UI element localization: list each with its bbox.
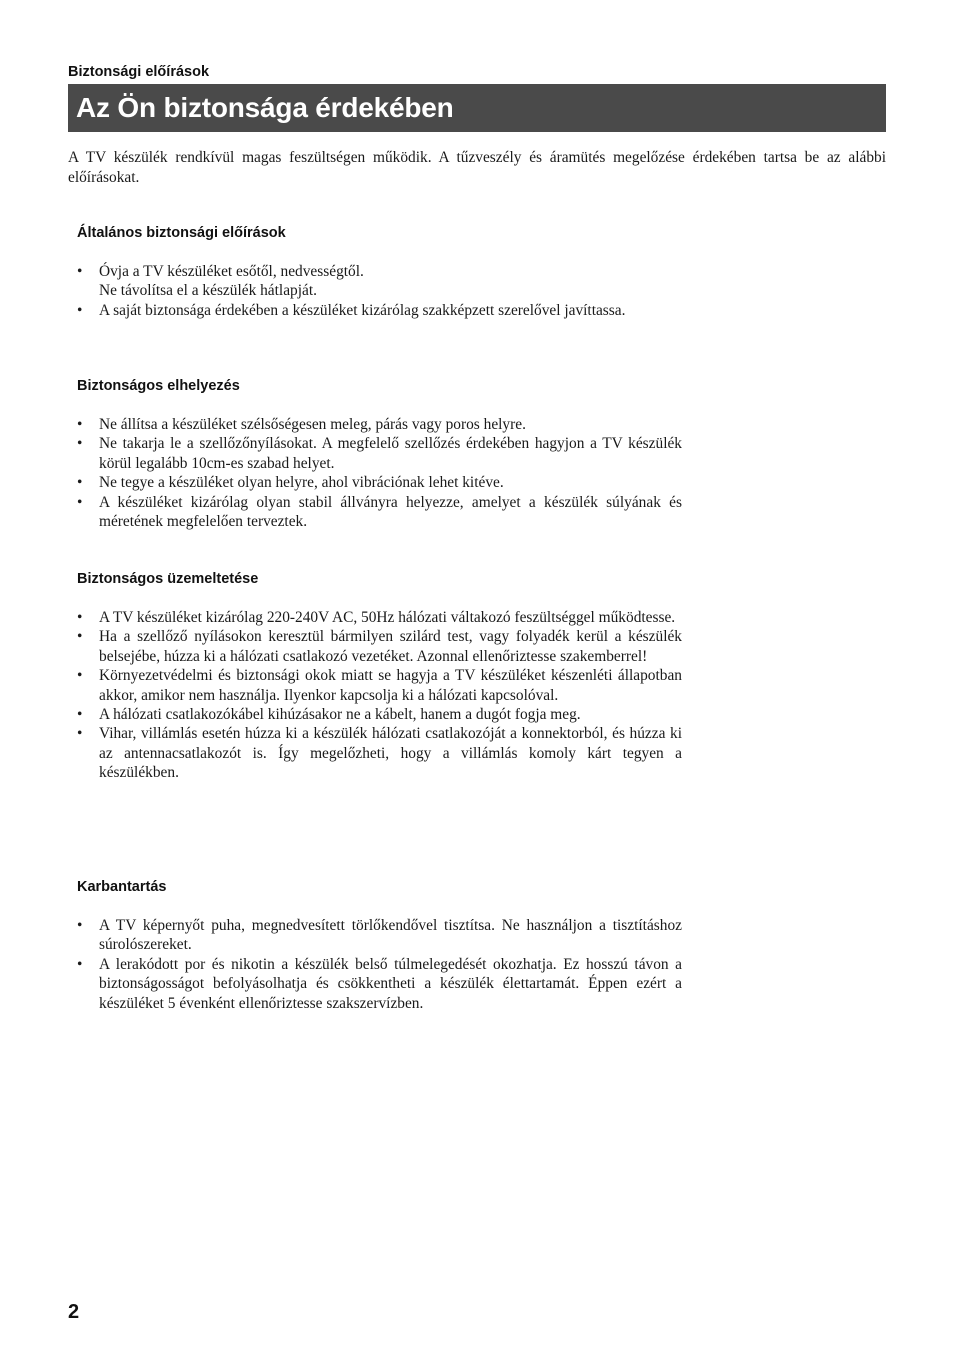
list-item: • A lerakódott por és nikotin a készülék belső túlmelegedését okozhatja. Ez hosszú távon a biztonságosságot befolyásolhatja és csökkentheti a készülék élettartamát. Éppen ezért a készüléket 5 évenként ellenőriztesse szakszervízben. — [77, 955, 682, 1012]
list-item: • Környezetvédelmi és biztonsági okok miatt se hagyja a TV készüléket készenléti állapotban akkor, amikor nem használja. Ilyenkor kapcsolja ki a hálózati kapcsolóval. — [77, 667, 682, 704]
section-general-safety — [77, 224, 682, 320]
bullet-icon: • — [77, 955, 83, 973]
bullet-icon: • — [77, 416, 83, 433]
bullet-icon: • — [77, 474, 83, 492]
bullet-icon: • — [77, 667, 83, 685]
list-item: • A TV készüléket kizárólag 220-240V AC, 50Hz hálózati váltakozó feszültséggel működtesse. — [77, 609, 676, 626]
list-item: • Ne takarja le a szellőzőnyílásokat. A megfelelő szellőzés érdekében hagyjon a TV készülék körül legalább 10cm-es szabad helyet. — [77, 435, 682, 472]
page-number: 2 — [68, 1301, 80, 1323]
section-heading: Karbantartás — [77, 879, 167, 895]
section-safe-operation — [77, 570, 682, 783]
bullet-icon: • — [77, 493, 83, 511]
list-item: • A saját biztonsága érdekében a készüléket kizárólag szakképzett szerelővel javíttassa. — [77, 301, 626, 319]
bullet-icon: • — [77, 609, 83, 626]
breadcrumb: Biztonsági előírások — [68, 64, 210, 80]
list-item: • Ne állítsa a készüléket szélsőségesen meleg, párás vagy poros helyre. — [77, 416, 526, 433]
list-item: • A hálózati csatlakozókábel kihúzásakor ne a kábelt, hanem a dugót fogja meg. — [77, 706, 581, 724]
section-heading: Biztonságos elhelyezés — [77, 378, 240, 394]
bullet-icon: • — [77, 263, 83, 280]
bullet-list — [77, 608, 682, 783]
intro-paragraph: A TV készülék rendkívül magas feszültségen működik. A tűzveszély és áramütés megelőzése érdekében tartsa be az alábbi előírásokat. — [68, 149, 886, 186]
bullet-icon: • — [77, 301, 83, 319]
section-heading: Általános biztonsági előírások — [77, 225, 286, 241]
bullet-icon: • — [77, 706, 83, 724]
bullet-icon: • — [77, 917, 83, 934]
list-item: • Ne tegye a készüléket olyan helyre, ahol vibrációnak lehet kitéve. — [77, 474, 504, 492]
section-heading: Biztonságos üzemeltetése — [77, 571, 259, 587]
list-item: • Ha a szellőző nyílásokon keresztül bármilyen szilárd test, vagy folyadék kerül a készülék belsejébe, húzza ki a hálózati csatlakozó vezetéket. Azonnal ellenőriztesse szakemberrel! — [77, 628, 682, 665]
list-item: • Óvja a TV készüléket esőtől, nedvességtől. Ne távolítsa el a készülék hátlapját. — [77, 263, 364, 300]
section-maintenance — [77, 878, 682, 1013]
list-item: • A TV képernyőt puha, megnedvesített törlőkendővel tisztítsa. Ne használjon a tisztításhoz súrolószereket. — [77, 917, 682, 954]
page-title-bar — [68, 84, 886, 132]
list-item: • Vihar, villámlás esetén húzza ki a készülék hálózati csatlakozóját a konnektorból, és húzza ki az antennacsatlakozót is. Így megelőzheti, hogy a villámlás komoly kárt tegyen a készülékben. — [77, 725, 682, 782]
bullet-list — [77, 916, 682, 1013]
list-item: • A készüléket kizárólag olyan stabil állványra helyezze, amelyet a készülék súlyának és méretének megfelelően terveztek. — [77, 493, 682, 531]
page-title: Az Ön biztonsága érdekében — [76, 92, 454, 123]
bullet-list — [77, 415, 682, 531]
bullet-icon: • — [77, 725, 83, 743]
bullet-icon: • — [77, 435, 83, 453]
bullet-list — [77, 262, 682, 320]
bullet-icon: • — [77, 628, 83, 646]
section-safe-placement — [77, 377, 682, 531]
